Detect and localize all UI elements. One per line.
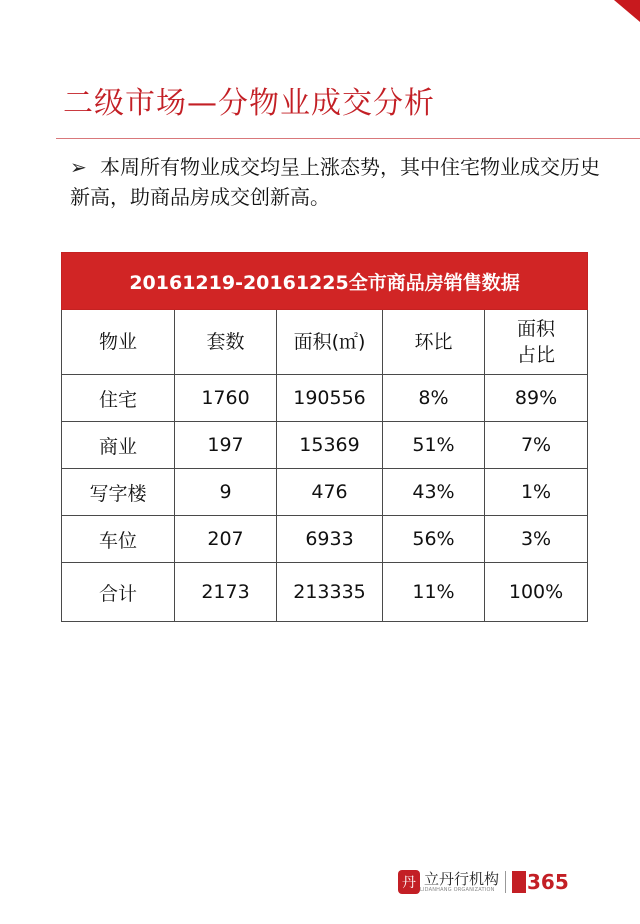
title-divider: [56, 138, 640, 139]
cell-count: 2173: [175, 563, 277, 622]
cell-mom: 11%: [383, 563, 485, 622]
logo-name: 立丹行机构: [424, 870, 500, 888]
cell-type: 写字楼: [62, 469, 175, 516]
col-header-share: 面积 占比: [485, 310, 588, 375]
sales-data-table: [61, 252, 588, 622]
logo-number: 365: [527, 870, 569, 894]
page-title: 二级市场—分物业成交分析: [63, 86, 435, 121]
cell-type: 商业: [62, 422, 175, 469]
cell-share: 89%: [485, 375, 588, 422]
cell-count: 1760: [175, 375, 277, 422]
cell-area: 6933: [277, 516, 383, 563]
cell-mom: 51%: [383, 422, 485, 469]
cell-mom: 56%: [383, 516, 485, 563]
col-header-count: 套数: [175, 310, 277, 375]
cell-type: 住宅: [62, 375, 175, 422]
logo-separator: [505, 871, 506, 893]
logo-box-icon: [512, 871, 526, 893]
company-logo: [398, 862, 578, 902]
logo-subtitle: LIDANHANG ORGANIZATION: [420, 887, 495, 893]
col-header-type: 物业: [62, 310, 175, 375]
logo-text-block: [420, 871, 499, 893]
cell-area: 213335: [277, 563, 383, 622]
logo-mark-icon: 丹: [398, 870, 420, 894]
summary-paragraph: [70, 152, 610, 212]
cell-type: 车位: [62, 516, 175, 563]
table-total-row: [62, 563, 588, 622]
table-row: [62, 469, 588, 516]
table-row: [62, 375, 588, 422]
cell-share: 1%: [485, 469, 588, 516]
cell-share: 3%: [485, 516, 588, 563]
table-row: [62, 516, 588, 563]
cell-count: 197: [175, 422, 277, 469]
table-caption: 20161219-20161225全市商品房销售数据: [62, 253, 588, 310]
cell-area: 15369: [277, 422, 383, 469]
corner-accent: [614, 0, 640, 22]
cell-count: 207: [175, 516, 277, 563]
col-header-mom: 环比: [383, 310, 485, 375]
cell-share: 7%: [485, 422, 588, 469]
cell-type: 合计: [62, 563, 175, 622]
cell-share: 100%: [485, 563, 588, 622]
col-header-area: 面积(㎡): [277, 310, 383, 375]
cell-mom: 43%: [383, 469, 485, 516]
cell-area: 190556: [277, 375, 383, 422]
header-row: [62, 310, 588, 375]
arrow-bullet-icon: ➢: [70, 155, 87, 179]
table-row: [62, 422, 588, 469]
cell-count: 9: [175, 469, 277, 516]
summary-text: 本周所有物业成交均呈上涨态势，其中住宅物业成交历史新高，助商品房成交创新高。: [70, 155, 600, 209]
cell-area: 476: [277, 469, 383, 516]
cell-mom: 8%: [383, 375, 485, 422]
